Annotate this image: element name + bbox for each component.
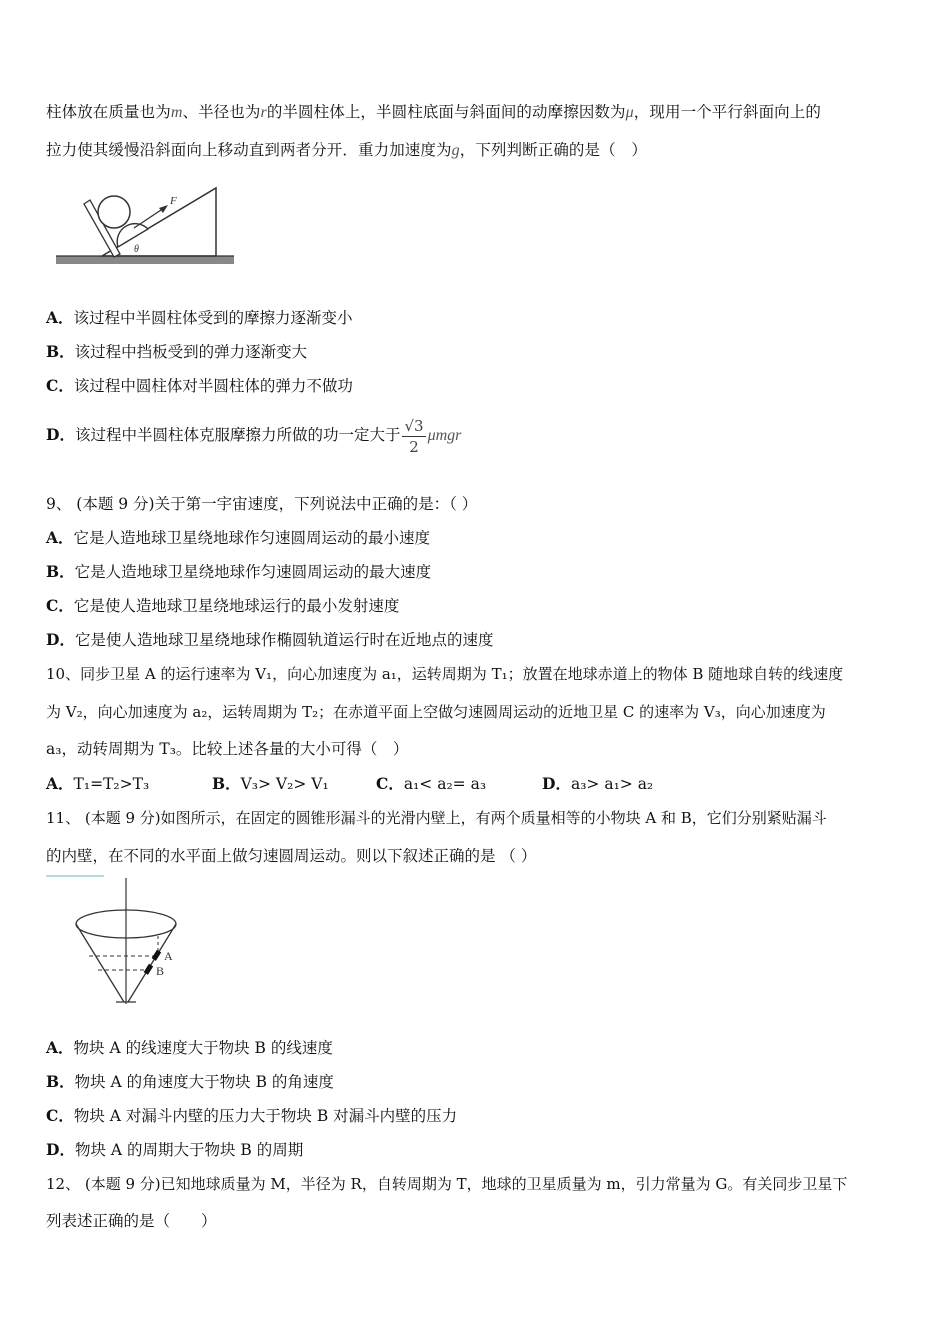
q8-stem-text: ，现用一个平行斜面向上的: [633, 103, 821, 121]
q10-stem-line2: 为 V₂，向心加速度为 a₂，运转周期为 T₂；在赤道平面上空做匀速圆周运动的近地卫星 C 的速率为 V₃，向心加速度为: [46, 703, 826, 721]
q8-option-c[interactable]: [46, 376, 353, 396]
q9-stem: 9、 (本题 9 分)关于第一宇宙速度，下列说法中正确的是：（ ）: [46, 495, 478, 513]
option-text: 它是使人造地球卫星绕地球运行的最小发射速度: [73, 597, 400, 615]
q9-option-b[interactable]: [46, 562, 431, 582]
force-arrowhead: [159, 205, 168, 213]
option-letter: B．: [46, 342, 75, 361]
q10-option-b[interactable]: [212, 774, 329, 794]
symbol-m: m: [170, 104, 183, 121]
symbol-g: g: [451, 142, 460, 159]
fraction-denominator: 2: [409, 437, 419, 456]
option-text: 物块 A 的角速度大于物块 B 的角速度: [74, 1073, 334, 1091]
q8-stem-text: 柱体放在质量也为: [46, 103, 171, 121]
q8-stem-text: 的半圆柱体上，半圆柱底面与斜面间的动摩擦因数为: [266, 103, 626, 121]
q8-stem-text: 、半径也为: [182, 103, 261, 121]
option-text: 物块 A 对漏斗内壁的压力大于物块 B 对漏斗内壁的压力: [73, 1107, 458, 1125]
label-a: A: [164, 949, 173, 963]
fraction-numerator: √3: [404, 416, 424, 435]
option-text: a₃> a₁> a₂: [570, 775, 654, 793]
q8-stem-line1: [46, 102, 821, 123]
q8-option-b[interactable]: [46, 342, 307, 362]
q12-stem-line1: 12、 (本题 9 分)已知地球质量为 M，半径为 R，自转周期为 T，地球的卫星质量为 m，引力常量为 G。有关同步卫星下: [46, 1175, 848, 1193]
q11-stem-line1: 11、 (本题 9 分)如图所示，在固定的圆锥形漏斗的光滑内壁上，有两个质量相等的小物块 A 和 B，它们分别紧贴漏斗: [46, 809, 827, 827]
option-text: 该过程中圆柱体对半圆柱体的弹力不做功: [73, 377, 353, 395]
sqrt3-over-2-fraction: [402, 416, 425, 457]
option-text: 它是人造地球卫星绕地球作匀速圆周运动的最大速度: [74, 563, 432, 581]
option-text: 物块 A 的线速度大于物块 B 的线速度: [73, 1039, 333, 1057]
q11-funnel-figure: [46, 874, 196, 1010]
option-letter: A．: [46, 528, 74, 547]
option-text: 物块 A 的周期大于物块 B 的周期: [74, 1141, 304, 1159]
option-letter: A．: [46, 308, 74, 327]
q11-option-c[interactable]: [46, 1106, 457, 1126]
option-letter: C．: [376, 774, 404, 793]
q8-option-a[interactable]: [46, 308, 353, 328]
q10-stem-line1: 10、同步卫星 A 的运行速率为 V₁，向心加速度为 a₁，运转周期为 T₁；放置在地球赤道上的物体 B 随地球自转的线速度: [46, 665, 844, 683]
label-b: B: [156, 964, 165, 978]
mu-m-g-r-term: μmgr: [427, 427, 462, 444]
option-text: 该过程中挡板受到的弹力逐渐变大: [74, 343, 308, 361]
q8-option-d[interactable]: [46, 412, 461, 459]
angle-label: θ: [134, 244, 139, 255]
q10-stem-line3: a₃，动转周期为 T₃。比较上述各量的大小可得（ ）: [46, 740, 409, 758]
q8-stem-line2: [46, 140, 647, 161]
option-text: 该过程中半圆柱体克服摩擦力所做的功一定大于: [74, 426, 401, 444]
option-letter: A．: [46, 1038, 74, 1057]
force-label: F: [170, 195, 177, 207]
q10-option-a[interactable]: [46, 774, 149, 794]
option-letter: D．: [46, 1140, 75, 1159]
option-letter: B．: [46, 562, 75, 581]
option-letter: C．: [46, 596, 74, 615]
option-text: 它是人造地球卫星绕地球作匀速圆周运动的最小速度: [73, 529, 431, 547]
q9-option-d[interactable]: [46, 630, 493, 650]
half-cylinder: [117, 224, 148, 247]
option-text: 该过程中半圆柱体受到的摩擦力逐渐变小: [73, 309, 353, 327]
q10-option-d[interactable]: [542, 774, 653, 794]
q8-incline-figure: [56, 184, 238, 268]
q11-option-a[interactable]: [46, 1038, 333, 1058]
q8-stem-text: ，下列判断正确的是（ ）: [459, 141, 647, 159]
q9-option-a[interactable]: [46, 528, 430, 548]
q11-option-b[interactable]: [46, 1072, 334, 1092]
option-letter: D．: [46, 425, 75, 444]
option-letter: B．: [46, 1072, 75, 1091]
option-letter: C．: [46, 1106, 74, 1125]
cylinder: [98, 196, 130, 228]
option-text: 它是使人造地球卫星绕地球作椭圆轨道运行时在近地点的速度: [74, 631, 494, 649]
option-text: T₁=T₂>T₃: [73, 775, 150, 793]
q8-stem-text: 拉力使其缓慢沿斜面向上移动直到两者分开．重力加速度为: [46, 141, 452, 159]
q11-option-d[interactable]: [46, 1140, 303, 1160]
q12-stem-line2: 列表述正确的是（ ）: [46, 1212, 217, 1230]
q11-stem-line2: 的内壁，在不同的水平面上做匀速圆周运动。则以下叙述正确的是 （ ）: [46, 847, 537, 865]
q9-option-c[interactable]: [46, 596, 399, 616]
option-text: V₃> V₂> V₁: [240, 775, 329, 793]
option-letter: B．: [212, 774, 241, 793]
option-letter: C．: [46, 376, 74, 395]
symbol-mu: μ: [625, 104, 634, 121]
force-arrow: [134, 208, 164, 228]
ground-hatch: [56, 256, 234, 264]
option-letter: D．: [46, 630, 75, 649]
q10-option-c[interactable]: [376, 774, 486, 794]
symbol-r: r: [260, 104, 267, 121]
option-letter: A．: [46, 774, 74, 793]
option-letter: D．: [542, 774, 571, 793]
option-text: a₁< a₂= a₃: [403, 775, 487, 793]
